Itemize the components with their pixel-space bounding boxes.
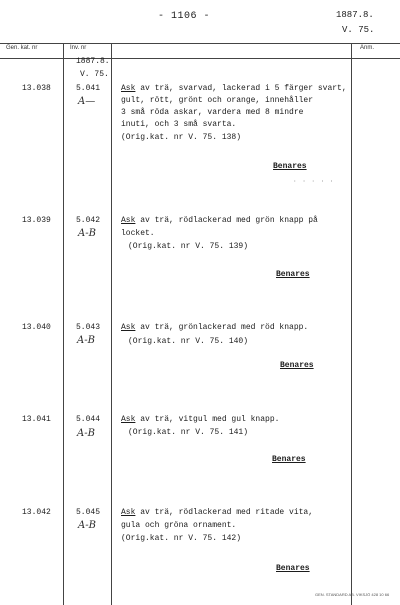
handwritten-note: A-B	[77, 428, 95, 439]
handwritten-note: A-B	[77, 335, 95, 346]
description-text: av trä, vitgul med gul knapp.	[135, 415, 280, 424]
handwritten-note: A—	[78, 96, 96, 107]
original-catalog-ref: (Orig.kat. nr V. 75. 142)	[121, 534, 242, 543]
inv-number: 5.042	[76, 216, 101, 225]
object-name: Ask	[121, 216, 136, 225]
page-number: - 1106 -	[158, 11, 211, 22]
handwritten-note: A-B	[78, 520, 96, 531]
description-text: av trä, svarvad, lackerad i 5 färger svart,	[135, 84, 347, 93]
column-header-anm: Anm.	[360, 45, 375, 51]
handwritten-note: A-B	[78, 228, 96, 239]
top-reference-year: 1887.8.	[76, 57, 110, 66]
column-divider	[63, 43, 64, 605]
description-first-line	[121, 216, 318, 227]
description-line: locket.	[121, 229, 155, 238]
original-catalog-ref: (Orig.kat. nr V. 75. 138)	[121, 133, 242, 142]
column-header-gen-kat: Gen. kat. nr	[6, 45, 38, 51]
place-name: Benares	[273, 162, 307, 171]
gen-kat-number: 13.039	[22, 216, 51, 225]
header-reference-volume: V. 75.	[342, 25, 375, 35]
original-catalog-ref: (Orig.kat. nr V. 75. 139)	[128, 242, 249, 251]
description-text: av trä, rödlackerad med ritade vita,	[135, 508, 314, 517]
inv-number: 5.041	[76, 84, 101, 93]
description-first-line	[121, 508, 313, 519]
faint-marks: · · · · ·	[293, 178, 335, 185]
inv-number: 5.044	[76, 415, 101, 424]
description-first-line	[121, 84, 347, 95]
object-name: Ask	[121, 415, 136, 424]
description-text: av trä, grönlackerad med röd knapp.	[135, 323, 309, 332]
description-line: gula och gröna ornament.	[121, 521, 237, 530]
description-text: av trä, rödlackerad med grön knapp på	[135, 216, 318, 225]
place-name: Benares	[280, 361, 314, 370]
place-name: Benares	[276, 270, 310, 279]
column-divider	[351, 43, 352, 605]
printer-footer: GEN. STANDARD AB. VIKSJÖ 428 10 66	[315, 592, 390, 597]
object-name: Ask	[121, 323, 136, 332]
place-name: Benares	[272, 455, 306, 464]
top-reference-volume: V. 75.	[80, 70, 109, 79]
object-name: Ask	[121, 508, 136, 517]
gen-kat-number: 13.038	[22, 84, 51, 93]
original-catalog-ref: (Orig.kat. nr V. 75. 140)	[128, 337, 249, 346]
column-header-row	[0, 43, 400, 59]
description-line: 3 små röda askar, vardera med 8 mindre	[121, 108, 304, 117]
inv-number: 5.043	[76, 323, 101, 332]
column-divider	[111, 43, 112, 605]
gen-kat-number: 13.041	[22, 415, 51, 424]
description-first-line	[121, 323, 308, 334]
description-line: inuti, och 3 små svarta.	[121, 120, 237, 129]
object-name: Ask	[121, 84, 136, 93]
inv-number: 5.045	[76, 508, 101, 517]
original-catalog-ref: (Orig.kat. nr V. 75. 141)	[128, 428, 249, 437]
description-line: gult, rött, grönt och orange, innehåller	[121, 96, 314, 105]
header-reference-year: 1887.8.	[336, 10, 374, 20]
place-name: Benares	[276, 564, 310, 573]
description-first-line	[121, 415, 279, 426]
column-header-inv: Inv. nr	[70, 45, 87, 51]
gen-kat-number: 13.042	[22, 508, 51, 517]
gen-kat-number: 13.040	[22, 323, 51, 332]
